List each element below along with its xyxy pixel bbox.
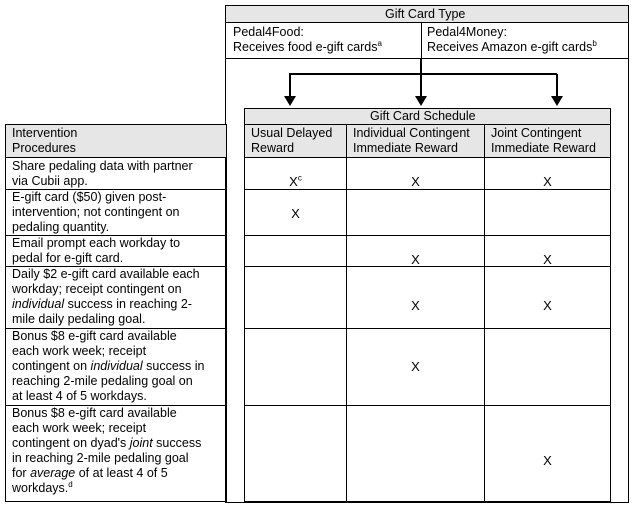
col-1-line2: Reward <box>251 141 295 155</box>
row-5-procedure: Bonus $8 e-gift card available each work week; receipt contingent on individual success in reaching 2-mile pedaling goal on at least 4 of 5 workdays. <box>12 329 205 403</box>
col-3-line1: Joint Contingent <box>491 126 582 140</box>
row-2-procedure: E-gift card ($50) given post- intervention; not contingent on pedaling quantity. <box>12 190 180 234</box>
row-3-mark-col-2: X <box>411 252 420 267</box>
row-5-mark-col-2: X <box>411 359 420 374</box>
row-3-mark-col-3: X <box>543 252 552 267</box>
procedures-header-line2: Procedures <box>12 141 76 155</box>
col-divider-2 <box>484 157 485 502</box>
schedule-title: Gift Card Schedule <box>370 109 476 123</box>
col-3-line2: Immediate Reward <box>491 141 596 155</box>
row-1-procedure: Share pedaling data with partner via Cubii app. <box>12 159 193 188</box>
row-6-mark-col-3: X <box>543 453 552 468</box>
row-6-procedure: Bonus $8 e-gift card available each work week; receipt contingent on dyad's joint success in reaching 2-mile pedaling goal for average of at least 4 of 5 workdays.$^d$ <box>12 406 202 495</box>
row-3-procedure: Email prompt each workday to pedal for e-gift card. <box>12 236 181 265</box>
gift-card-type-title: Gift Card Type <box>385 7 466 21</box>
row-4-mark-col-2: X <box>411 298 420 313</box>
col-1-line1: Usual Delayed <box>251 126 333 140</box>
sched-row-divider-2 <box>244 235 611 236</box>
row-1-mark-col-1: $X^c$ <box>289 173 302 189</box>
row-4-mark-col-3: X <box>543 298 552 313</box>
sched-row-divider-1 <box>244 189 611 190</box>
row-4-procedure: Daily $2 e-gift card available each workday; receipt contingent on individual success in reaching 2- mile daily pedaling goal. <box>12 267 200 326</box>
row-2-mark-col-1: X <box>291 206 300 221</box>
sched-row-divider-4 <box>244 328 611 329</box>
col-2-line2: Immediate Reward <box>353 141 458 155</box>
col-2-line1: Individual Contingent <box>353 126 470 140</box>
sched-row-divider-5 <box>244 405 611 406</box>
row-1-mark-col-2: X <box>411 174 420 189</box>
row-1-mark-col-3: X <box>543 174 552 189</box>
pedal4food-name: Pedal4Food: <box>233 25 304 39</box>
pedal4money-desc: Receives Amazon e-gift cards$^b$ <box>427 38 597 54</box>
pedal4money-name: Pedal4Money: <box>427 25 507 39</box>
procedures-header-line1: Intervention <box>12 126 78 140</box>
pedal4food-desc: Receives food e-gift cards$^a$ <box>233 38 382 54</box>
